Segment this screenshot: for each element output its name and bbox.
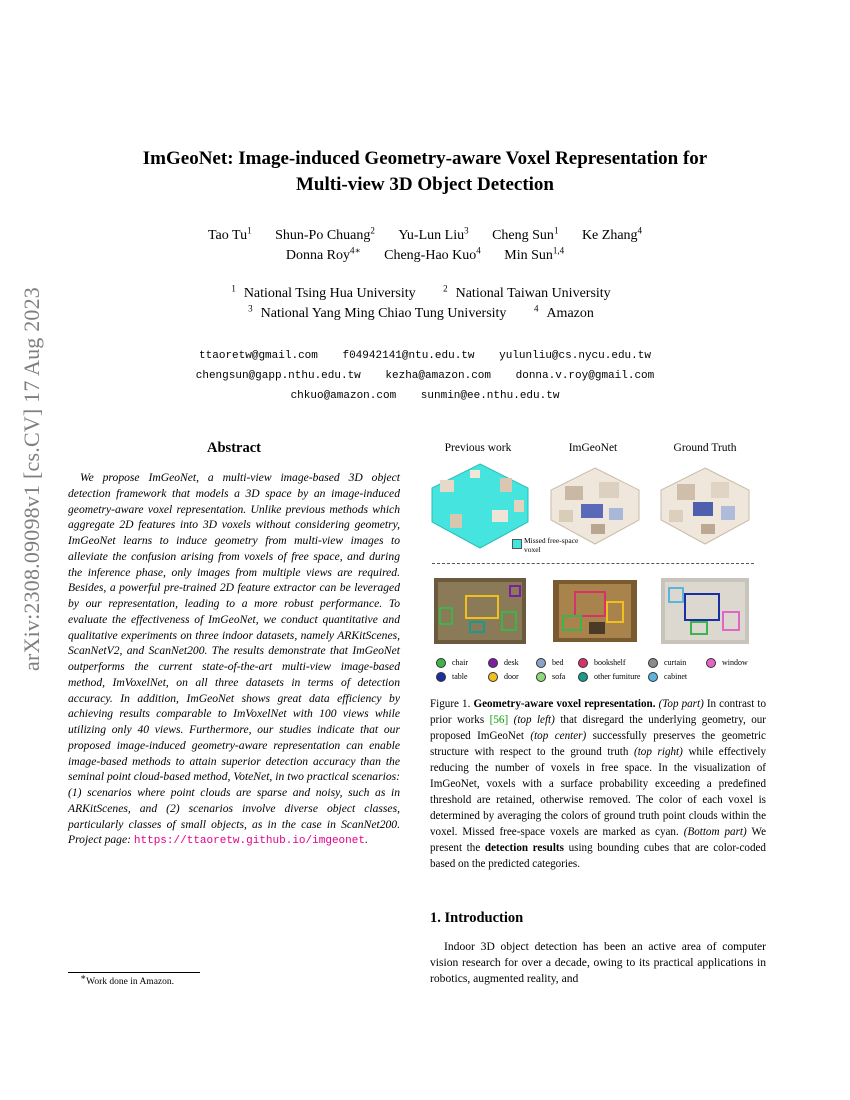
email: kezha@amazon.com [385, 370, 492, 382]
affiliation: $^1$ National Tsing Hua University [231, 283, 416, 301]
author: Tao Tu$^1$ [207, 225, 252, 243]
legend-item: door [488, 672, 519, 682]
affiliation-list [60, 284, 790, 324]
author: Shun-Po Chuang$^2$ [275, 225, 375, 243]
abstract-body: We propose ImGeoNet, a multi-view image-based 3D object detection framework that models a 3D space by an image-induced geometry-aware voxel representation. Unlike previous methods which aggregate 2D features into 3D voxels without considering geometry, ImGeoNet learns to induce geometry from multi-view images to alleviate the confusion arising from voxels of free space, and during the inference phase, only images from multiple views are required. Besides, a powerful pre-trained 2D feature extractor can be leveraged by our representation, leading to a more robust performance. To evaluate the effectiveness of ImGeoNet, we conduct quantitative and qualitative experiments on three indoor datasets, namely ARKitScenes, ScanNetV2, and ScanNet200. The results demonstrate that ImGeoNet outperforms the current state-of-the-art multi-view image-based method, ImVoxelNet, on all three datasets in terms of detection accuracy. In addition, ImGeoNet shows great data efficiency by achieving results comparable to ImVoxelNet with 100 views while utilizing only 40 views. Furthermore, our studies indicate that our proposed image-induced geometry-aware representation can enable image-based methods to attain superior detection accuracy than the seminal point cloud-based method, VoteNet, in two practical scenarios: (1) scenarios where point clouds are sparse and noisy, such as in ARKitScenes, and (2) scenarios involve diverse object classes, particularly classes of small objects, as in the case in ScanNet200. Project page: https://ttaoretw.github.io/imgeonet. [68, 471, 400, 848]
email: f04942141@ntu.edu.tw [342, 350, 475, 362]
author: Min Sun$^{1,4}$ [504, 245, 565, 263]
figure-label-previous: Previous work [444, 442, 512, 454]
footnote: ∗Work done in Amazon. [80, 972, 175, 988]
legend-item: bed [536, 658, 564, 668]
email: sunmin@ee.nthu.edu.tw [420, 390, 560, 402]
legend-item: chair [436, 658, 468, 668]
affiliation: $^4$ Amazon [533, 303, 594, 321]
legend-dot [536, 658, 546, 668]
abstract-text: We propose ImGeoNet, a multi-view image-based 3D object detection framework that models a 3D space by an image-induced geometry-aware voxel representation. Unlike previous methods which aggregate 2D features into 3D voxels without considering geometry, ImGeoNet learns to induce geometry from multi-view images to alleviate the confusion arising from voxels of free space, and during the inference phase, only images from multiple views are required. Besides, a powerful pre-trained 2D feature extractor can be leveraged by our representation, leading to a more robust performance. To evaluate the effectiveness of ImGeoNet, we conduct quantitative and qualitative experiments on three indoor datasets, namely ARKitScenes, ScanNetV2, and ScanNet200. The results demonstrate that ImGeoNet outperforms the current state-of-the-art multi-view image-based method, ImVoxelNet, on all three datasets in terms of detection accuracy. In addition, ImGeoNet shows great data efficiency by achieving results comparable to ImVoxelNet with 100 views while utilizing only 40 views. Furthermore, our studies indicate that our proposed image-induced geometry-aware representation can enable image-based methods to attain superior detection accuracy than the seminal point cloud-based method, VoteNet, in two practical scenarios: (1) scenarios where point clouds are sparse and noisy, such as in ARKitScenes, and (2) scenarios involve diverse object classes, particularly classes of small objects, as in the case in ScanNet200. Project page: [68, 471, 400, 847]
title-line-2: Multi-view 3D Object Detection [295, 174, 554, 195]
arxiv-stamp: arXiv:2308.09098v1 [cs.CV] 17 Aug 2023 [19, 286, 44, 672]
voxel-render-groundtruth [655, 460, 755, 550]
detection-render-groundtruth [655, 572, 755, 650]
legend-dot [536, 672, 546, 682]
legend-dot [578, 672, 588, 682]
affiliation: $^3$ National Yang Ming Chiao Tung University [248, 303, 507, 321]
author: Yu-Lun Liu$^3$ [398, 225, 469, 243]
title-line-1: ImGeoNet: Image-induced Geometry-aware Voxel Representation for [142, 148, 708, 169]
detection-render-imgeonet [545, 572, 645, 650]
figure-caption: Figure 1. Geometry-aware voxel representation. (Top part) In contrast to prior works [56] (top left) that disregard the underlying geometry, our proposed ImGeoNet (top center) successfully preserves the geometric structure with respect to the ground truth (top right) while effectively reducing the number of voxels in free space. In the visualization of ImGeoNet, voxels with a surface probability exceeding a predefined threshold are retained, otherwise removed. The color of each voxel is determined by averaging the colors of ground truth point clouds within the voxel. Missed free-space voxels are marked as cyan. (Bottom part) We present the detection results using bounding cubes that are color-coded based on the predicted categories. [430, 698, 766, 870]
affiliation: $^2$ National Taiwan University [443, 283, 611, 301]
email: chengsun@gapp.nthu.edu.tw [195, 370, 361, 382]
email-list [60, 346, 790, 406]
legend-item: bookshelf [578, 658, 626, 668]
email: donna.v.roy@gmail.com [515, 370, 655, 382]
author: Cheng Sun$^1$ [492, 225, 559, 243]
legend-dot [436, 672, 446, 682]
legend-item: window [706, 658, 748, 668]
missed-voxel-swatch [512, 539, 522, 549]
detection-render-previous [430, 572, 530, 650]
legend-dot [648, 672, 658, 682]
author: Ke Zhang$^4$ [581, 225, 643, 243]
citation-link[interactable]: [56] [489, 714, 509, 726]
legend-item: sofa [536, 672, 565, 682]
introduction-body: Indoor 3D object detection has been an active area of computer vision research for over a decade, owing to its practical applications in robotics, augmented reality, and [430, 940, 766, 985]
figure-label-groundtruth: Ground Truth [673, 442, 737, 454]
abstract-heading: Abstract [207, 440, 261, 456]
legend-dot [578, 658, 588, 668]
legend-dot [436, 658, 446, 668]
email: ttaoretw@gmail.com [199, 350, 318, 362]
author-list [60, 226, 790, 266]
legend-dot [488, 672, 498, 682]
project-page-link[interactable]: https://ttaoretw.github.io/imgeonet [133, 835, 365, 848]
legend-item: table [436, 672, 468, 682]
legend-item: other furniture [578, 672, 640, 682]
figure-separator [432, 563, 754, 564]
legend-dot [488, 658, 498, 668]
voxel-render-previous [430, 460, 530, 550]
legend-item: desk [488, 658, 519, 668]
footnote-rule [68, 972, 200, 973]
email: chkuo@amazon.com [290, 390, 397, 402]
introduction-heading: 1. Introduction [430, 910, 524, 926]
legend-dot [706, 658, 716, 668]
author: Donna Roy$^{4∗}$ [285, 245, 361, 263]
legend-item: curtain [648, 658, 686, 668]
figure-label-imgeonet: ImGeoNet [568, 442, 618, 454]
legend-dot [648, 658, 658, 668]
missed-voxel-label: Missed free-space voxel [524, 536, 579, 554]
paper-title [60, 146, 790, 198]
legend-item: cabinet [648, 672, 687, 682]
author: Cheng-Hao Kuo$^4$ [384, 245, 481, 263]
email: yulunliu@cs.nycu.edu.tw [499, 350, 651, 362]
